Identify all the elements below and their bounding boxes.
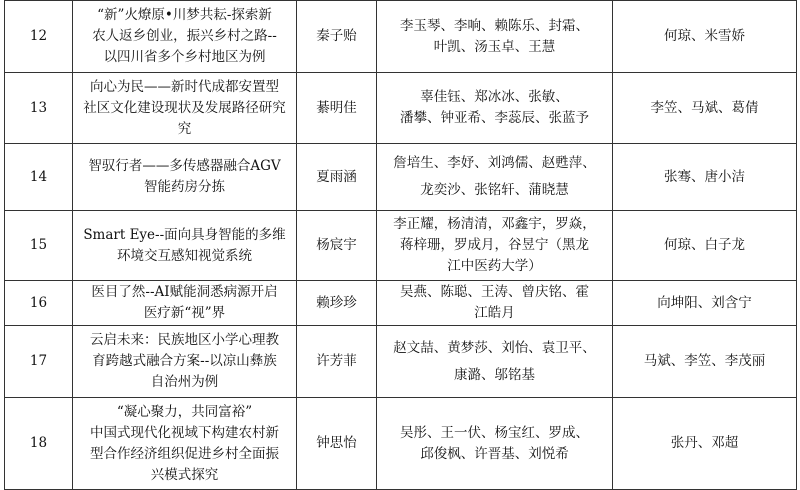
row-number: 18	[5, 398, 73, 490]
row-number: 13	[5, 73, 73, 144]
project-leader: 赖珍珍	[297, 281, 377, 326]
project-title: 医目了然--AI赋能洞悉病源开启 医疗新“视”界	[73, 281, 297, 326]
project-title: 智驭行者——多传感器融合AGV 智能药房分拣	[73, 144, 297, 211]
team-members: 吴彤、王一伏、杨宝红、罗成、 邱俊枫、许晋基、刘悦希	[377, 398, 613, 490]
team-members: 吴燕、陈聪、王涛、曾庆铭、霍 江皓月	[377, 281, 613, 326]
project-table	[4, 0, 797, 490]
table-row	[5, 398, 797, 490]
project-title: 云启未来：民族地区小学心理教 育跨越式融合方案--以凉山彝族 自治州为例	[73, 326, 297, 398]
advisors: 张丹、邓超	[613, 398, 797, 490]
table-row	[5, 73, 797, 144]
project-leader: 秦子贻	[297, 1, 377, 73]
project-leader: 许芳菲	[297, 326, 377, 398]
project-leader: 綦明佳	[297, 73, 377, 144]
advisors: 张骞、唐小洁	[613, 144, 797, 211]
table-row	[5, 281, 797, 326]
project-title: Smart Eye--面向具身智能的多维 环境交互感知视觉系统	[73, 211, 297, 281]
row-number: 14	[5, 144, 73, 211]
row-number: 15	[5, 211, 73, 281]
advisors: 向坤阳、刘含宁	[613, 281, 797, 326]
row-number: 17	[5, 326, 73, 398]
team-members: 李玉琴、李响、赖陈乐、封霜、 叶凯、汤玉卓、王慧	[377, 1, 613, 73]
advisors: 马斌、李笠、李茂丽	[613, 326, 797, 398]
project-leader: 钟思怡	[297, 398, 377, 490]
advisors: 李笠、马斌、葛倩	[613, 73, 797, 144]
row-number: 16	[5, 281, 73, 326]
table-row	[5, 1, 797, 73]
project-leader: 杨宸宇	[297, 211, 377, 281]
advisors: 何琼、米雪娇	[613, 1, 797, 73]
project-title: “新”火燎原•川梦共耘-探索新 农人返乡创业，振兴乡村之路-- 以四川省多个乡村地区为例	[73, 1, 297, 73]
table-row	[5, 326, 797, 398]
advisors: 何琼、白子龙	[613, 211, 797, 281]
table-row	[5, 144, 797, 211]
project-title: “凝心聚力，共同富裕” 中国式现代化视域下构建农村新 型合作经济组织促进乡村全面振 兴模式探究	[73, 398, 297, 490]
project-title: 向心为民——新时代成都安置型 社区文化建设现状及发展路径研究 究	[73, 73, 297, 144]
row-number: 12	[5, 1, 73, 73]
project-leader: 夏雨涵	[297, 144, 377, 211]
team-members: 詹培生、李妤、刘鸿儒、赵甦萍、 龙奕沙、张铭轩、蒲晓慧	[377, 144, 613, 211]
table-row	[5, 211, 797, 281]
team-members: 李正耀，杨清清，邓鑫宇，罗焱， 蒋梓珊，罗成月，谷昱宁（黑龙 江中医药大学）	[377, 211, 613, 281]
team-members: 辜佳钰、郑冰冰、张敏、 潘攀、钟亚希、李蕊辰、张蓝予	[377, 73, 613, 144]
team-members: 赵文喆、黄梦莎、刘怡、袁卫平、 康潞、邬铭基	[377, 326, 613, 398]
